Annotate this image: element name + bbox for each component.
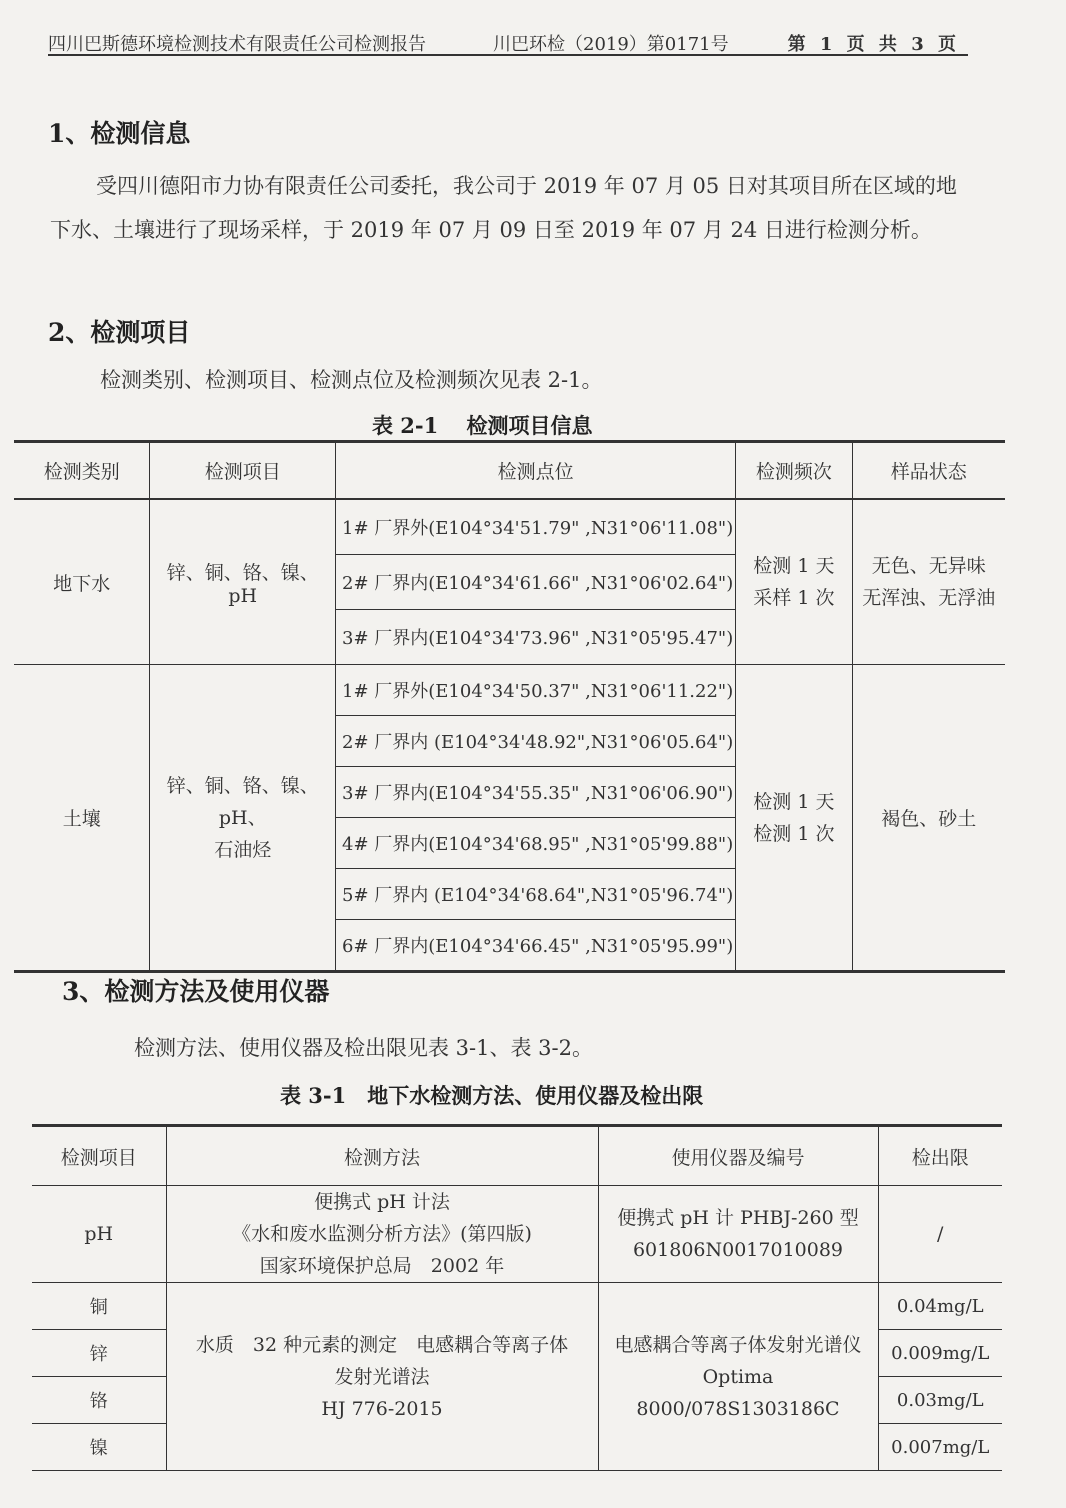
col-header-instrument: 使用仪器及编号: [598, 1126, 878, 1186]
groundwater-sample-state: [852, 499, 1005, 665]
col-header-points: 检测点位: [336, 442, 736, 500]
metals-method-line-2: 发射光谱法: [334, 1365, 430, 1388]
metals-method-line-3: HJ 776-2015: [321, 1397, 443, 1420]
table-row: [32, 1283, 1002, 1330]
section-1-text: 受四川德阳市力协有限责任公司委托，我公司于 2019 年 07 月 05 日对其项目所在区域的地下水、土壤进行了现场采样，于 2019 年 07 月 09 日至 2019 年 07 月 24 日进行检测分析。: [50, 174, 957, 242]
ph-item: pH: [32, 1186, 166, 1283]
table-header-row: [32, 1126, 1002, 1186]
col-header-sample-state: 样品状态: [852, 442, 1005, 500]
ph-instrument-line-1: 便携式 pH 计 PHBJ-260 型: [617, 1207, 859, 1229]
ph-method-line-2: 《水和废水监测分析方法》(第四版): [232, 1223, 532, 1245]
groundwater-point-1: 1# 厂界外(E104°34'51.79" ,N31°06'11.08"): [336, 499, 736, 555]
ph-method-line-1: 便携式 pH 计法: [314, 1191, 450, 1213]
ph-method-line-3: 国家环境保护总局 2002 年: [259, 1255, 505, 1277]
ph-limit: /: [878, 1186, 1002, 1283]
soil-point-6: 6# 厂界内(E104°34'66.45" ,N31°05'95.99"): [336, 920, 736, 972]
soil-sample-state: 褐色、砂土: [852, 665, 1005, 972]
metal-item-zinc: 锌: [32, 1330, 166, 1377]
groundwater-category: 地下水: [14, 499, 150, 665]
section-3-title: 3、检测方法及使用仪器: [62, 977, 330, 1006]
table-row: [14, 665, 1005, 716]
table-row: [32, 1186, 1002, 1283]
groundwater-state-line-1: 无色、无异味: [871, 555, 986, 577]
soil-frequency-line-1: 检测 1 天: [753, 790, 835, 813]
groundwater-point-2: 2# 厂界内(E104°34'61.66" ,N31°06'02.64"): [336, 555, 736, 610]
page-header: [48, 28, 968, 56]
limit-zinc: 0.009mg/L: [878, 1330, 1002, 1377]
soil-frequency: [736, 665, 852, 972]
limit-nickel: 0.007mg/L: [878, 1424, 1002, 1471]
ph-method: [166, 1186, 598, 1283]
limit-copper: 0.04mg/L: [878, 1283, 1002, 1330]
col-header-method: 检测方法: [166, 1126, 598, 1186]
soil-frequency-line-2: 检测 1 次: [753, 822, 835, 845]
col-header-frequency: 检测频次: [736, 442, 852, 500]
header-page-number: 第 1 页 共 3 页: [787, 34, 960, 55]
table-row: [14, 499, 1005, 555]
detection-items-table: [14, 440, 1005, 973]
soil-point-5: 5# 厂界内 (E104°34'68.64",N31°05'96.74"): [336, 869, 736, 920]
soil-category: 土壤: [14, 665, 150, 972]
metals-instrument: [598, 1283, 878, 1471]
method-instrument-table: [32, 1124, 1002, 1471]
soil-items: [150, 665, 336, 972]
metal-item-nickel: 镍: [32, 1424, 166, 1471]
limit-chromium: 0.03mg/L: [878, 1377, 1002, 1424]
soil-point-3: 3# 厂界内(E104°34'55.35" ,N31°06'06.90"): [336, 767, 736, 818]
groundwater-frequency-line-1: 检测 1 天: [753, 555, 835, 577]
table-header-row: [14, 442, 1005, 500]
col-header-item: 检测项目: [32, 1126, 166, 1186]
section-1-title: 1、检测信息: [48, 119, 191, 148]
header-report-number: 川巴环检（2019）第0171号: [493, 34, 729, 55]
metal-item-chromium: 铬: [32, 1377, 166, 1424]
section-2-title: 2、检测项目: [48, 318, 191, 347]
soil-point-1: 1# 厂界外(E104°34'50.37" ,N31°06'11.22"): [336, 665, 736, 716]
groundwater-state-line-2: 无浑浊、无浮油: [862, 587, 996, 609]
groundwater-items: 锌、铜、铬、镍、pH: [150, 499, 336, 665]
ph-instrument: [598, 1186, 878, 1283]
groundwater-point-3: 3# 厂界内(E104°34'73.96" ,N31°05'95.47"): [336, 610, 736, 665]
col-header-limit: 检出限: [878, 1126, 1002, 1186]
groundwater-frequency: [736, 499, 852, 665]
soil-point-4: 4# 厂界内(E104°34'68.95" ,N31°05'99.88"): [336, 818, 736, 869]
metals-method-line-1: 水质 32 种元素的测定 电感耦合等离子体: [195, 1333, 569, 1356]
groundwater-frequency-line-2: 采样 1 次: [753, 587, 835, 609]
header-company: 四川巴斯德环境检测技术有限责任公司检测报告: [48, 34, 426, 55]
metals-instrument-line-1: 电感耦合等离子体发射光谱仪: [614, 1333, 862, 1356]
col-header-items: 检测项目: [150, 442, 336, 500]
soil-items-line-2: 石油烃: [214, 838, 272, 861]
table-3-1-caption: 表 3-1 地下水检测方法、使用仪器及检出限: [280, 1083, 704, 1108]
metals-instrument-line-2: Optima 8000/078S1303186C: [636, 1365, 840, 1420]
section-3-text: 检测方法、使用仪器及检出限见表 3-1、表 3-2。: [134, 1036, 593, 1060]
section-2-text: 检测类别、检测项目、检测点位及检测频次见表 2-1。: [100, 368, 603, 392]
ph-instrument-line-2: 601806N0017010089: [632, 1239, 844, 1261]
soil-items-line-1: 锌、铜、铬、镍、pH、: [166, 774, 319, 829]
col-header-category: 检测类别: [14, 442, 150, 500]
table-2-1-caption: 表 2-1 检测项目信息: [372, 413, 593, 438]
metals-method: [166, 1283, 598, 1471]
soil-point-2: 2# 厂界内 (E104°34'48.92",N31°06'05.64"): [336, 716, 736, 767]
metal-item-copper: 铜: [32, 1283, 166, 1330]
